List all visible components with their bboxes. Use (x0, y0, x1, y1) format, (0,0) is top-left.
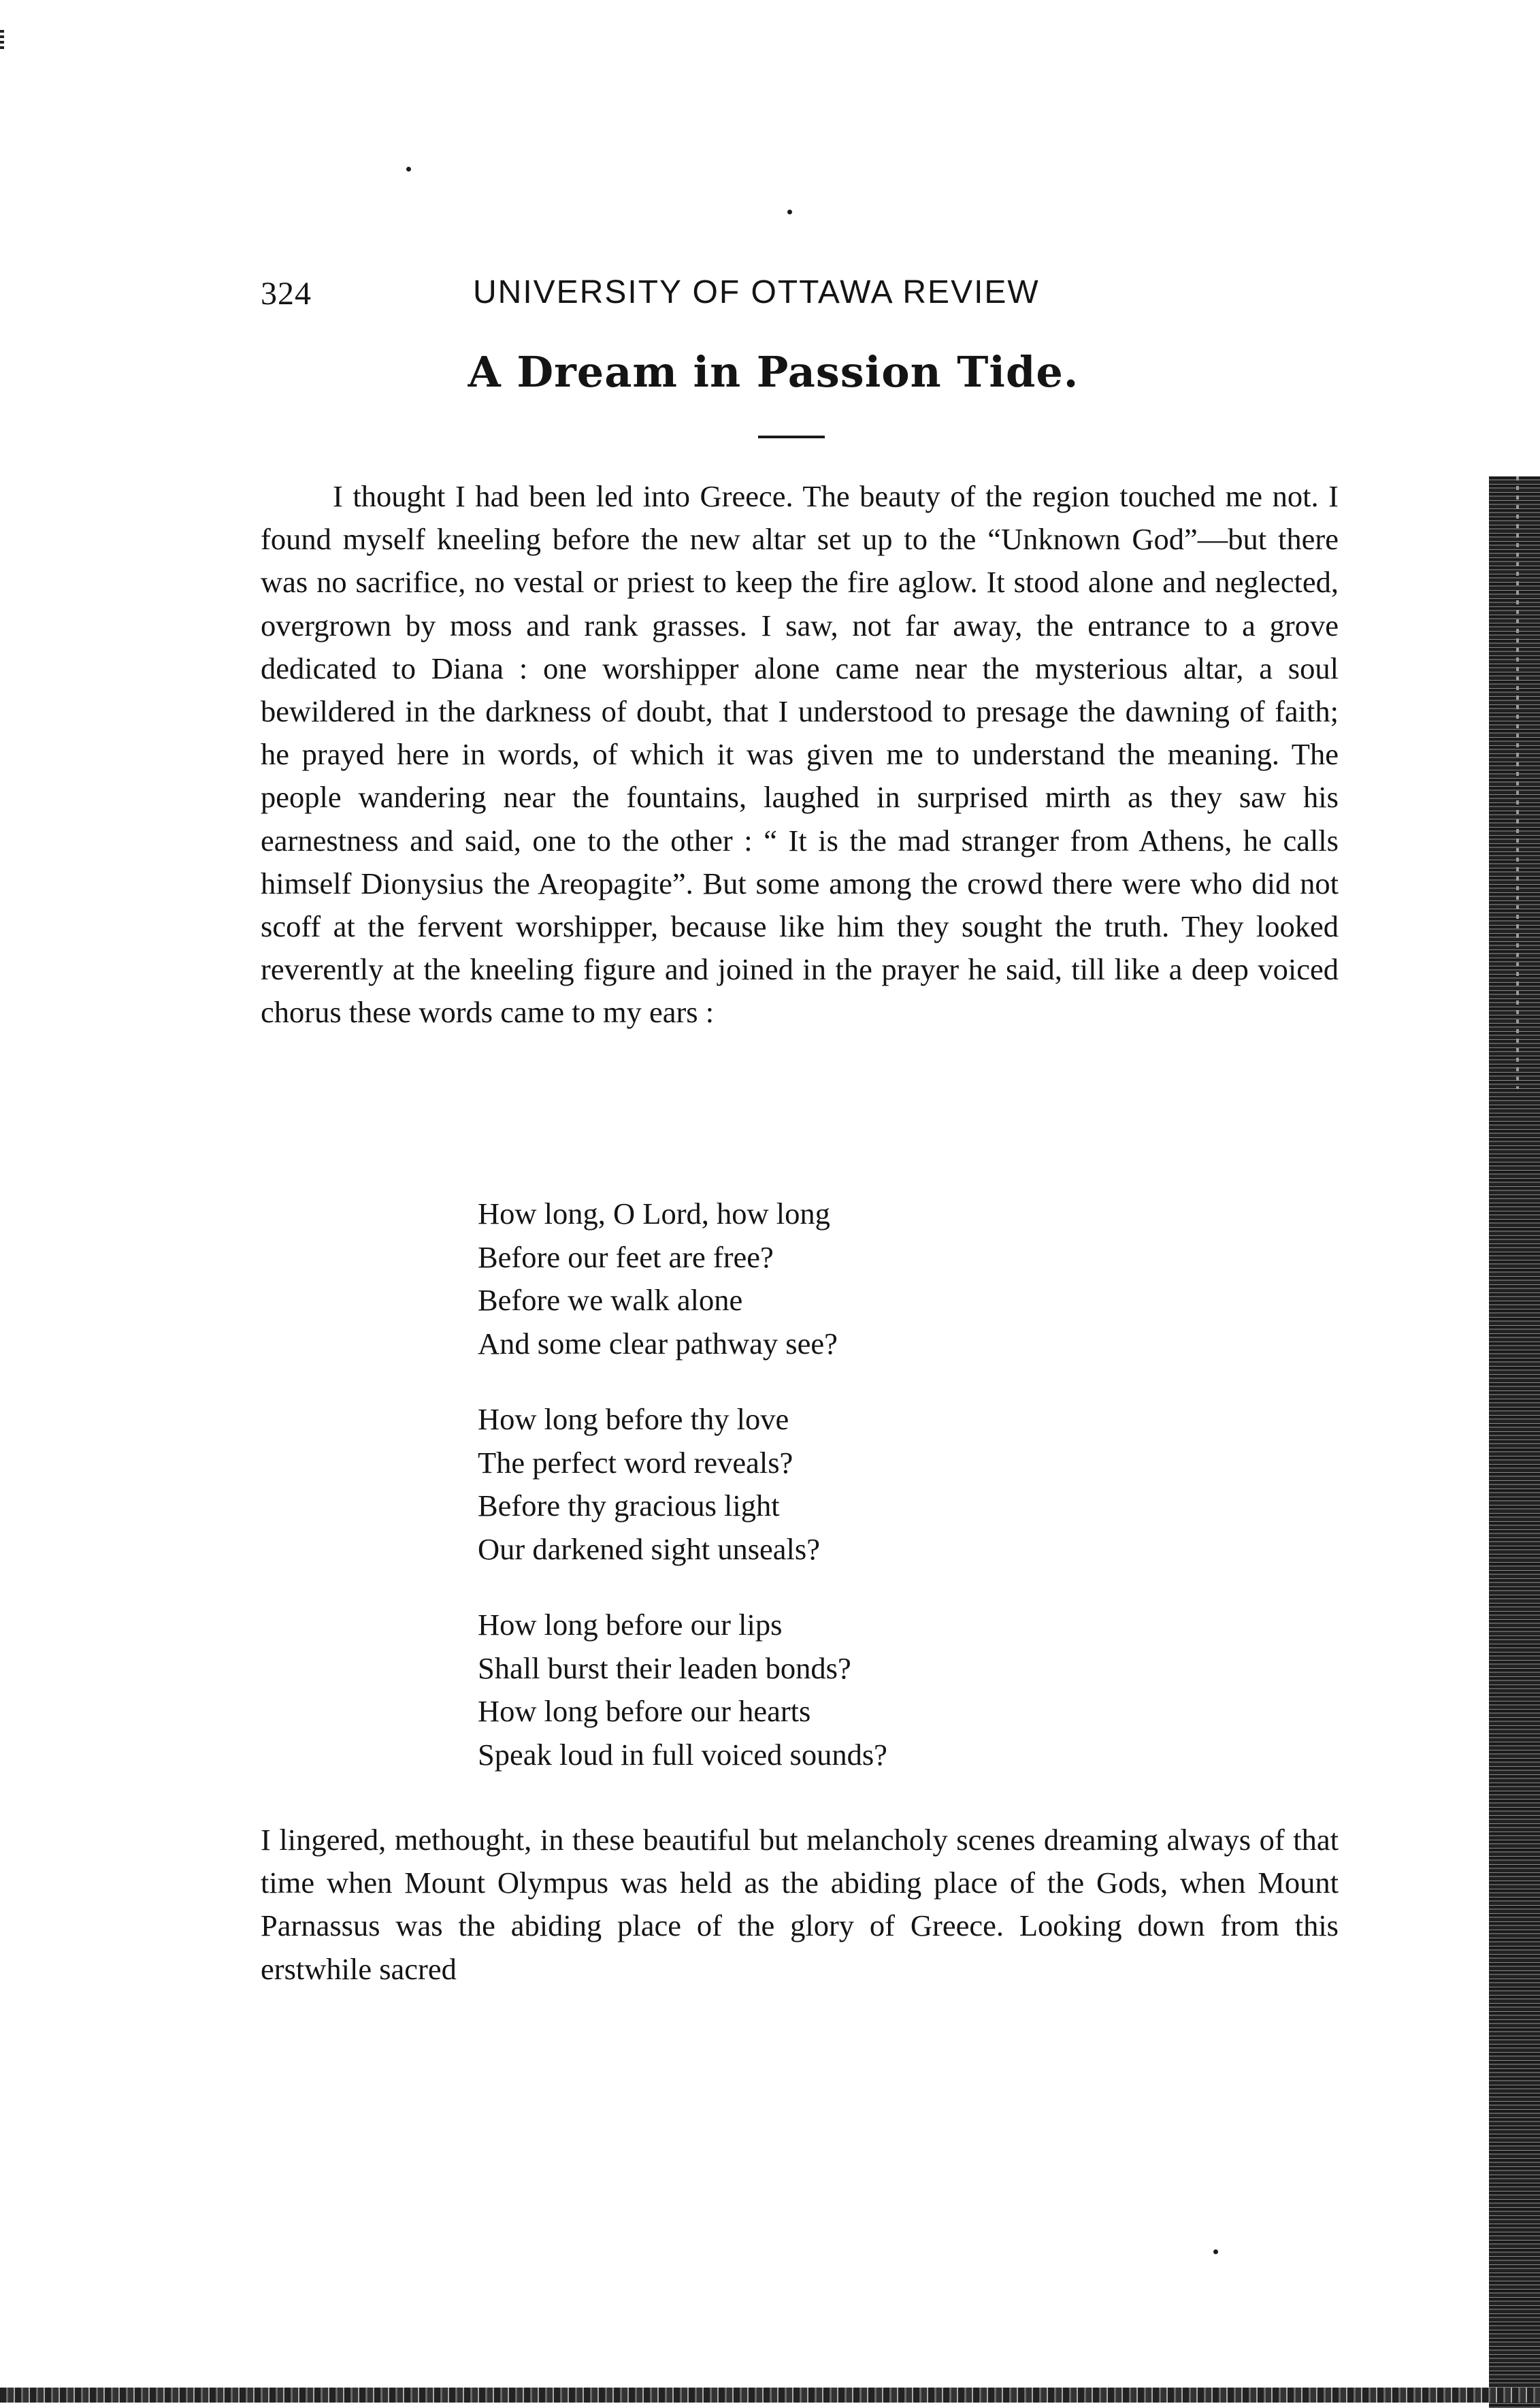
poem-line: Before we walk alone (478, 1283, 743, 1317)
paragraph-text: I lingered, methought, in these beautiful but melancholy scenes dreaming always of that time when Mount Olympus was held as the abiding place of the Gods, when Mount Parnassus was the abiding place of the glory of Greece. Looking down from this erstwhile sacred (261, 1823, 1339, 1986)
poem-line: How long before our lips (478, 1608, 783, 1642)
poem-line: Before thy gracious light (478, 1488, 780, 1523)
scan-edge-shadow-right (1489, 476, 1540, 2408)
title-rule (758, 436, 825, 438)
paragraph-text: I thought I had been led into Greece. The beauty of the region touched me not. I found myself kneeling before the new altar set up to the “Unknown God”—but there was no sacrifice, no vestal or priest to keep the fire aglow. It stood alone and neglected, overgrown by moss and rank grasses. I saw, not far away, the entrance to a grove dedicated to Diana : one worshipper alone came near the mysterious altar, a soul bewildered in the darkness of doubt, that I understood to presage the dawning of faith; he prayed here in words, of which it was given me to understand the meaning. The people wandering near the fountains, laughed in surprised mirth as they saw his earnestness and said, one to the other : “ It is the mad stranger from Athens, he calls himself Dionysius the Areopagite”. But some among the crowd there were who did not scoff at the fervent worshipper, because like him they sought the truth. They looked reverently at the kneeling figure and joined in the prayer he said, till like a deep voiced chorus these words came to my ears : (261, 479, 1339, 1030)
ink-speck (406, 167, 411, 172)
poem-line: Before our feet are free? (478, 1239, 774, 1274)
poem-line: The perfect word reveals? (478, 1445, 793, 1480)
poem-line: Speak loud in full voiced sounds? (478, 1737, 887, 1772)
poem-line: How long before thy love (478, 1402, 789, 1436)
poem-line: And some clear pathway see? (478, 1326, 838, 1361)
body-paragraph-1 (261, 475, 1339, 1035)
scan-edge-shadow-bottom (0, 2388, 1540, 2403)
poem-stanza-2 (478, 1398, 887, 1571)
poem-stanza-1 (478, 1192, 887, 1365)
body-paragraph-2 (261, 1819, 1339, 1991)
article-title: A Dream in Passion Tide. (468, 347, 1079, 397)
poem-line: How long, O Lord, how long (478, 1197, 830, 1231)
ink-speck (1213, 2249, 1218, 2254)
poem-line: How long before our hearts (478, 1694, 811, 1728)
poem-line: Shall burst their leaden bonds? (478, 1650, 851, 1685)
running-head (261, 274, 1145, 314)
page-number: 324 (261, 276, 312, 312)
scan-edge-mark-left (0, 30, 4, 52)
poem (478, 1192, 887, 1776)
journal-title: UNIVERSITY OF OTTAWA REVIEW (473, 274, 1040, 310)
ink-speck (787, 210, 792, 214)
poem-line: Our darkened sight unseals? (478, 1531, 820, 1566)
scan-edge-stipple-right (1516, 476, 1519, 1089)
poem-stanza-3 (478, 1604, 887, 1776)
